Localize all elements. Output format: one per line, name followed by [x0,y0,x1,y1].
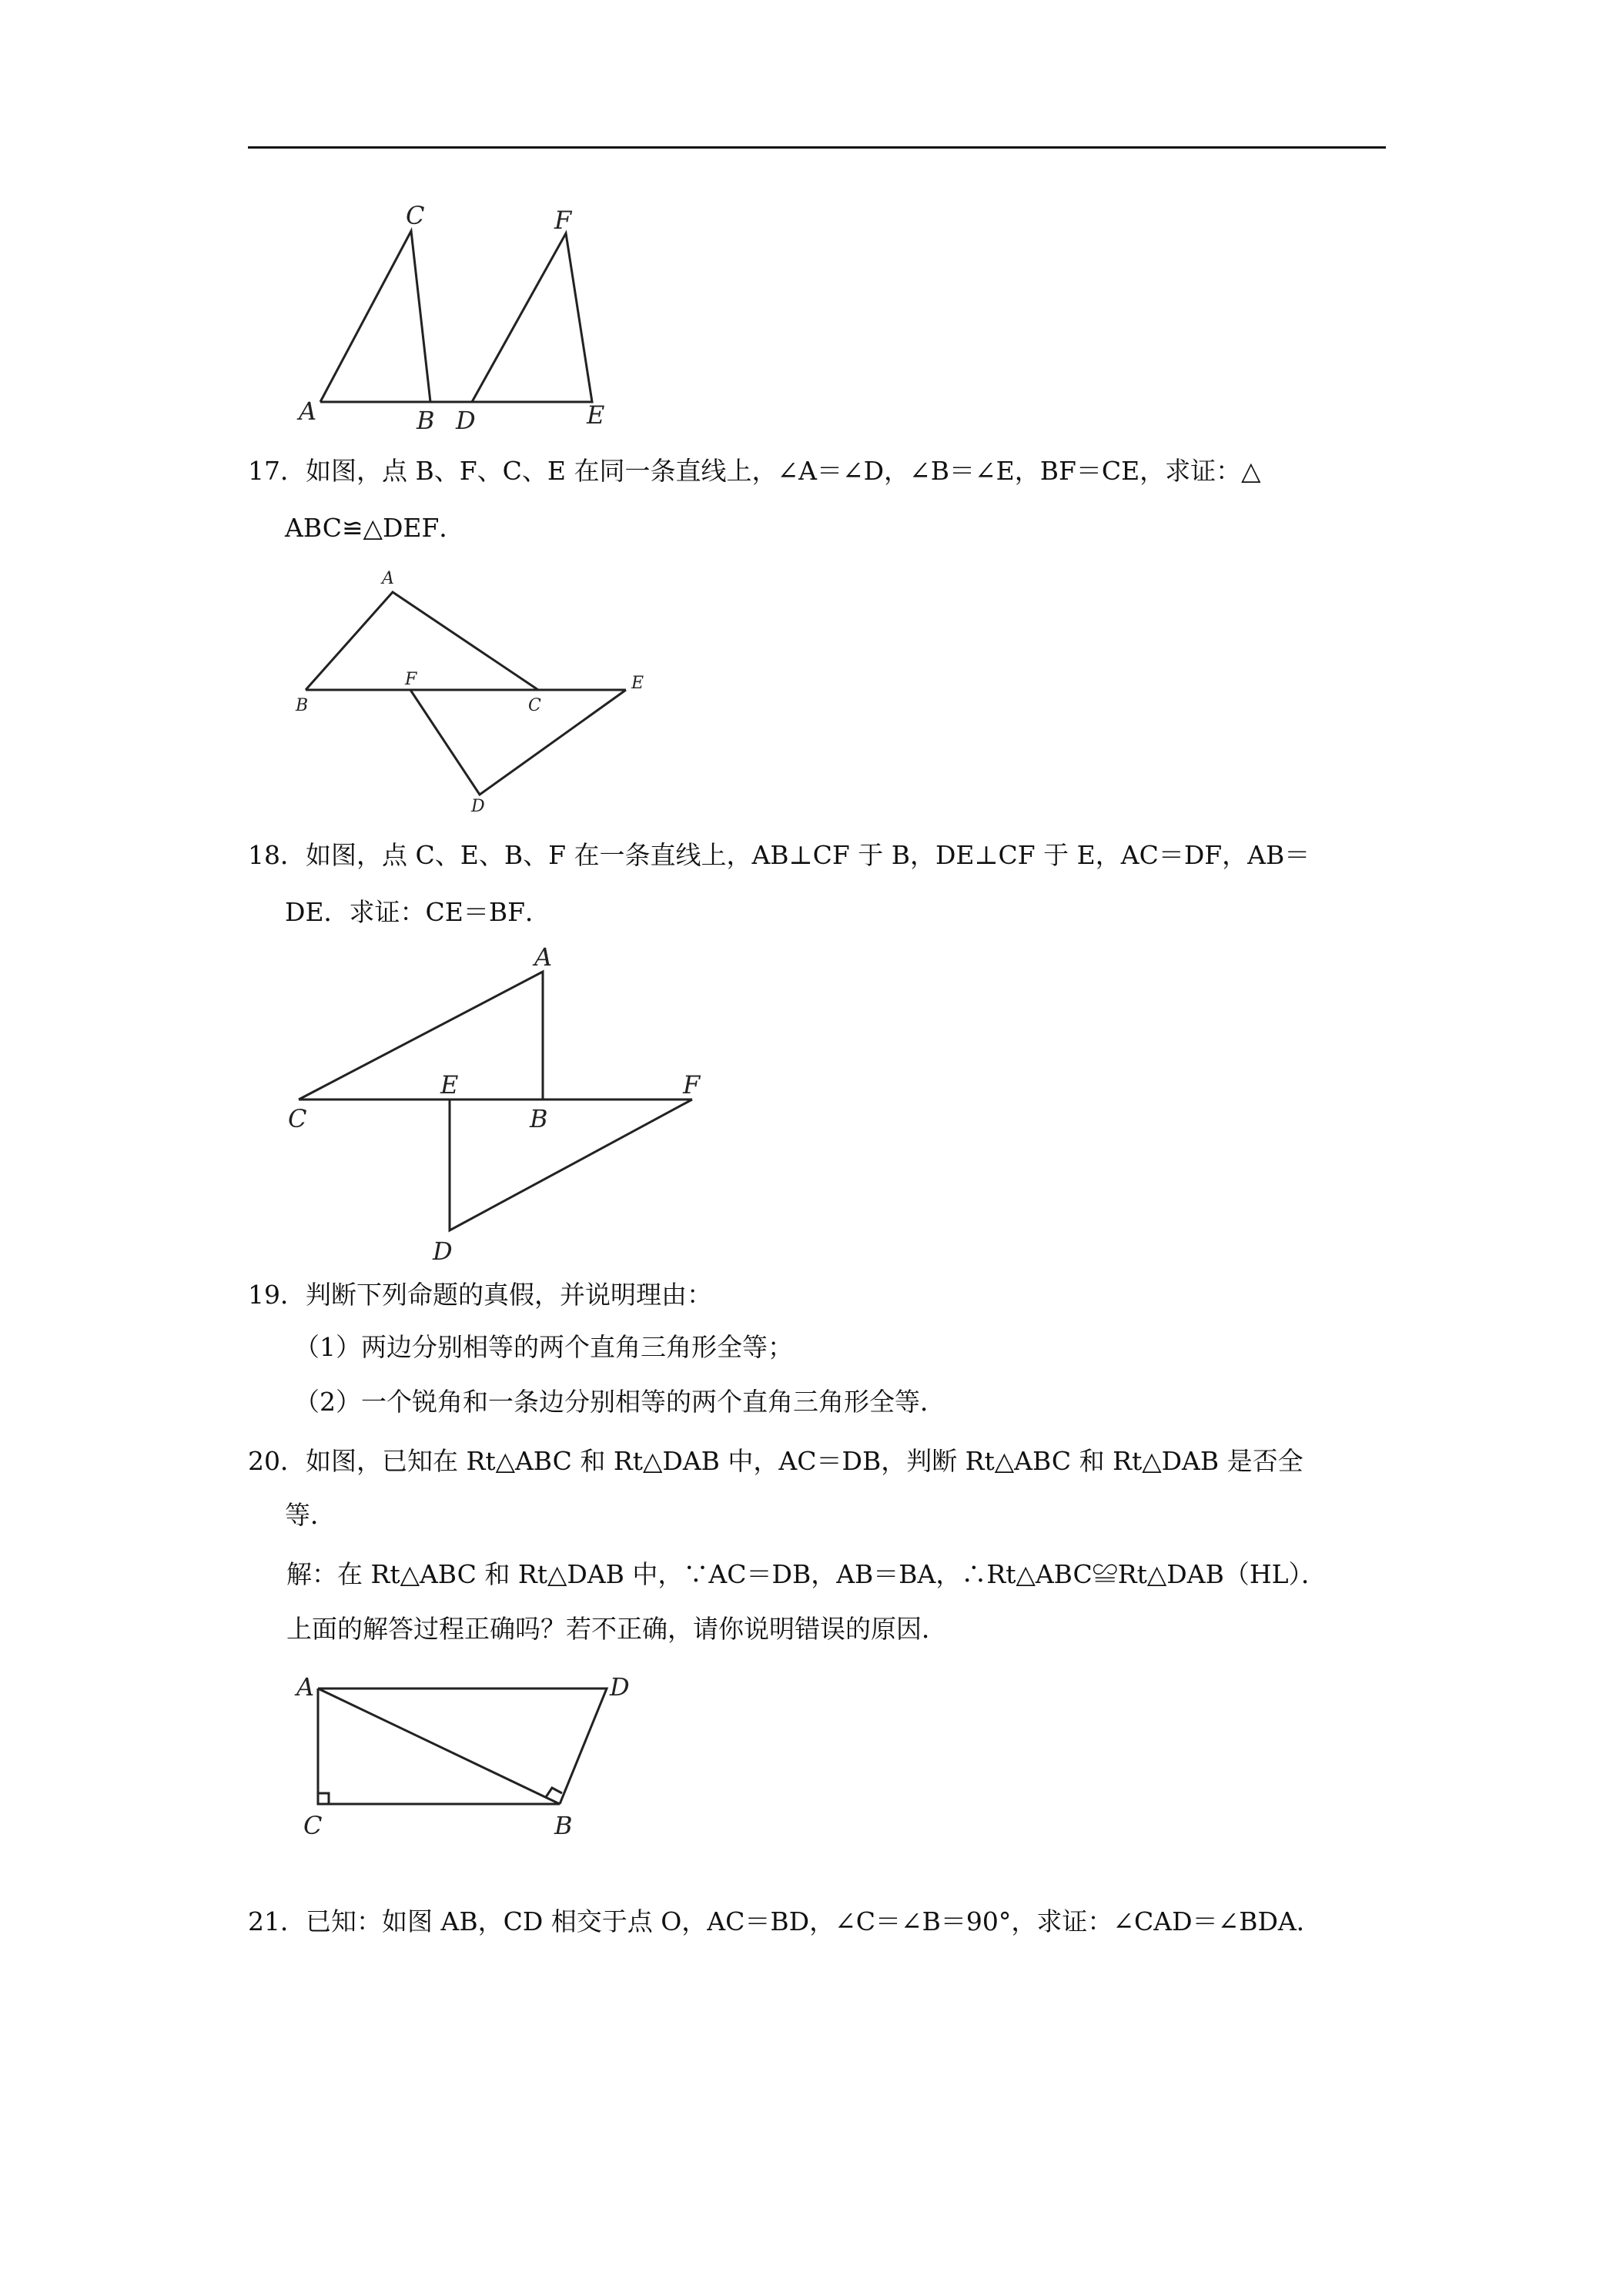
q20-question: 上面的解答过程正确吗？若不正确，请你说明错误的原因． [286,1614,947,1644]
triangle-abc-sides [306,592,538,690]
label-b: B [530,1104,548,1133]
header-rule [248,146,1386,149]
label-d: D [471,797,485,816]
triangle-def-sides [410,690,626,795]
label-f: F [683,1070,701,1099]
q18-line2: DE．求证：CE＝BF． [285,897,551,927]
q19-line1: 19．判断下列命题的真假，并说明理由： [248,1280,712,1310]
label-d: D [433,1237,453,1266]
figure-q17 [285,562,662,824]
q21-line1: 21．已知：如图 AB，CD 相交于点 O，AC＝BD，∠C＝∠B＝90°，求证：∠CAD＝∠BDA． [248,1906,1322,1936]
label-a: A [382,569,394,588]
label-e: E [587,400,605,430]
right-angle-c [318,1793,329,1804]
label-b: B [417,406,435,435]
q20-line1: 20．如图，已知在 Rt△ABC 和 Rt△DAB 中，AC＝DB，判断 Rt△ABC 和 Rt△DAB 是否全 [248,1446,1303,1476]
q19-item1: （1）两边分别相等的两个直角三角形全等； [294,1332,793,1362]
triangle-edf-sides [450,1099,692,1230]
q18-line1: 18．如图，点 C、E、B、F 在一条直线上，AB⊥CF 于 B，DE⊥CF 于 E，AC＝DF，AB＝ [248,840,1310,870]
label-a: A [534,942,553,972]
label-c: C [406,201,425,230]
label-a: A [299,397,317,426]
q17-line2: ABC≌△DEF． [285,513,465,543]
segment-adb [318,1689,607,1804]
triangle-def [472,233,592,402]
q20-solution: 解：在 Rt△ABC 和 Rt△DAB 中，∵AC＝DB，AB＝BA，∴Rt△ABC≌Rt△DAB（HL）． [286,1559,1327,1589]
q17-line1: 17．如图，点 B、F、C、E 在同一条直线上，∠A＝∠D，∠B＝∠E，BF＝CE，求证：△ [248,456,1261,486]
label-c: C [303,1811,323,1840]
triangle-abc [320,231,430,402]
label-b: B [554,1811,573,1840]
label-c: C [528,696,541,715]
figure-q18 [277,939,724,1266]
label-d: D [610,1672,630,1702]
label-a: A [296,1672,315,1702]
label-f: F [554,206,572,235]
label-f: F [405,670,417,689]
label-d: D [456,406,476,435]
q20-line2: 等． [285,1500,336,1530]
figure-q20 [285,1663,654,1848]
label-c: C [288,1104,307,1133]
label-b: B [296,696,309,715]
label-e: E [440,1070,459,1099]
right-angle-b [546,1788,562,1797]
triangle-acb-sides [299,972,543,1099]
segment-ab [318,1689,560,1804]
label-e: E [631,674,644,693]
figure-two-triangles [293,196,616,435]
q19-item2: （2）一个锐角和一条边分别相等的两个直角三角形全等． [294,1387,945,1417]
